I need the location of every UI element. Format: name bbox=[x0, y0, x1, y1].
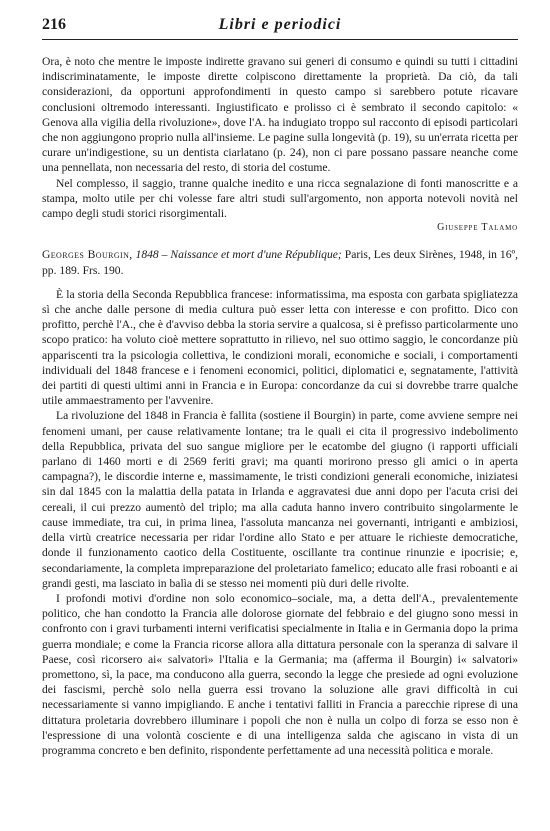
book-details: Paris, Les deux Sirènes, 1948, in 16º, pp. 189. Frs. 190. bbox=[42, 248, 518, 277]
review2-paragraph-2: La rivoluzione del 1848 in Francia è fallita (sostiene il Bourgin) in parte, come avviene sempre nei fenomeni umani, per cause relativamente lontane; tra le quali ei cita il progressivo indebolimento della Repubblica, privata del suo sangue migliore per le ecatombe del giugno (i rapporti ufficiali parlano di 1460 morti e di 2569 feriti gravi; ma quanti morirono presso gli amici o in aperta campagna?), le discordie interne e, massimamente, le tristi condizioni generali economiche, iniziatesi sin dal 1845 con la malattia della patata in Irlanda e aggravatesi due anni dopo per l'acuta crisi dei cereali, il cui prezzo aumentò del triplo; ma alla caduta hanno invero contribuito singolarmente le cause immediate, tra cui, in prima linea, l'assoluta mancanza nei governanti, intriganti e ambiziosi, della virtù creatrice necessaria per ridar l'ordine allo Stato e per attuare le richieste democratiche, donde il funzionamento caotico della Costituente, oscillante tra continue rinunzie e ipocrisie; e, secondariamente, la completa impreparazione del proletariato famelico; educato alle frasi roboanti e ai grandi gesti, ma lasciato in balìa di se stesso nei momenti più duri delle rivolte. bbox=[42, 409, 518, 590]
book-citation bbox=[42, 247, 518, 277]
reviewer-signature: Giuseppe Talamo bbox=[437, 222, 518, 234]
review1-paragraph-1: Ora, è noto che mentre le imposte indirette gravano sui generi di consumo e quindi su tutti i cittadini indiscriminatamente, le imposte dirette colpiscono direttamente la proprietà. Da ciò, da tali considerazioni, da opportuni approfondimenti in questo campo si sarebbero potute ricavare conclusioni oltremodo interessanti. Ingiustificato e prolisso ci è sembrato il secondo capitolo: « Genova alla vigilia della rivoluzione», dove l'A. ha indugiato troppo sul racconto di episodi particolari che non aggiungono proprio nulla all'insieme. Le pagine sulla longevità (p. 19), su un'errata ricetta per curare un'indigestione, su un dentista ciarlatano (p. 24), non ci pare possano passare neanche come una pennellata, non necessaria del resto, di storia del costume. bbox=[42, 55, 518, 175]
page-body bbox=[42, 54, 518, 758]
page-number: 216 bbox=[42, 16, 66, 33]
header-rule bbox=[42, 39, 518, 40]
review-talamo bbox=[42, 54, 518, 235]
review-bourgin bbox=[42, 247, 518, 758]
review1-paragraph-2: Nel complesso, il saggio, tranne qualche inedito e una ricca segnalazione di fonti manoscritte e a stampa, molto utile per chi volesse fare altri studi sull'argomento, non apporta notevoli novità nel campo degli studi storici risorgimentali. bbox=[42, 176, 518, 221]
book-title: 1848 – Naissance et mort d'une République; bbox=[135, 248, 342, 262]
book-author: Georges Bourgin, bbox=[42, 248, 133, 262]
journal-page bbox=[42, 16, 518, 757]
running-title: Libri e periodici bbox=[218, 16, 342, 33]
review2-paragraph-3: I profondi motivi d'ordine non solo economico–sociale, ma, a detta dell'A., prevalentemente politico, che han condotto la Francia alle dolorose giornate del febbraio e del giugno sono messi in confronto con i gravi turbamenti interni verificatisi specialmente in Italia e in Germania dopo la prima guerra mondiale; e come la Francia ricorse allora alla dittatura personale con la speranza di salvare il Paese, così ricorsero ai« salvatori» l'Italia e la Germania; ma (afferma il Bourgin) i« salvatori» promettono, sì, la pace, ma conducono alla guerra, secondo la legge che presiede ad ogni evoluzione dei fascismi, perchè solo nella guerra essi trovano la soluzione alle gravi difficoltà in cui necessariamente si vanno impigliando. E anche i tentativi falliti in Francia a parecchie riprese di una dittatura proletaria dovrebbero illuminare i popoli che non è nulla un colpo di forza se esso non è l'espressione di una volontà cosciente e di una intelligenza salda che agiscano in vista di un programma concreto e ben definito, rispondente perfettamente ad una necessità politica e morale. bbox=[42, 591, 518, 757]
page-header bbox=[42, 16, 518, 40]
review2-paragraph-1: È la storia della Seconda Repubblica francese: informatissima, ma esposta con garbata spigliatezza sì che anche dalle persone di media cultura può esser letta con interesse e con profitto. Dico con profitto, perchè l'A., che è d'avviso debba la storia servire a qualcosa, si è prefisso particolarmente uno scopo pratico: ha voluto cioè mettere soprattutto in rilievo, nel suo ottimo saggio, le concordanze più appariscenti tra la psicologia collettiva, le condizioni morali, economiche e sociali, i comportamenti individuali del 1848 francese e i fenomeni economici, politici, diplomatici e, segnatamente, l'attività dei partiti di questi ultimi anni in Francia e in Europa: concordanze da cui si dovrebbe trarre qualche utile ammaestramento per l'avvenire. bbox=[42, 287, 518, 408]
